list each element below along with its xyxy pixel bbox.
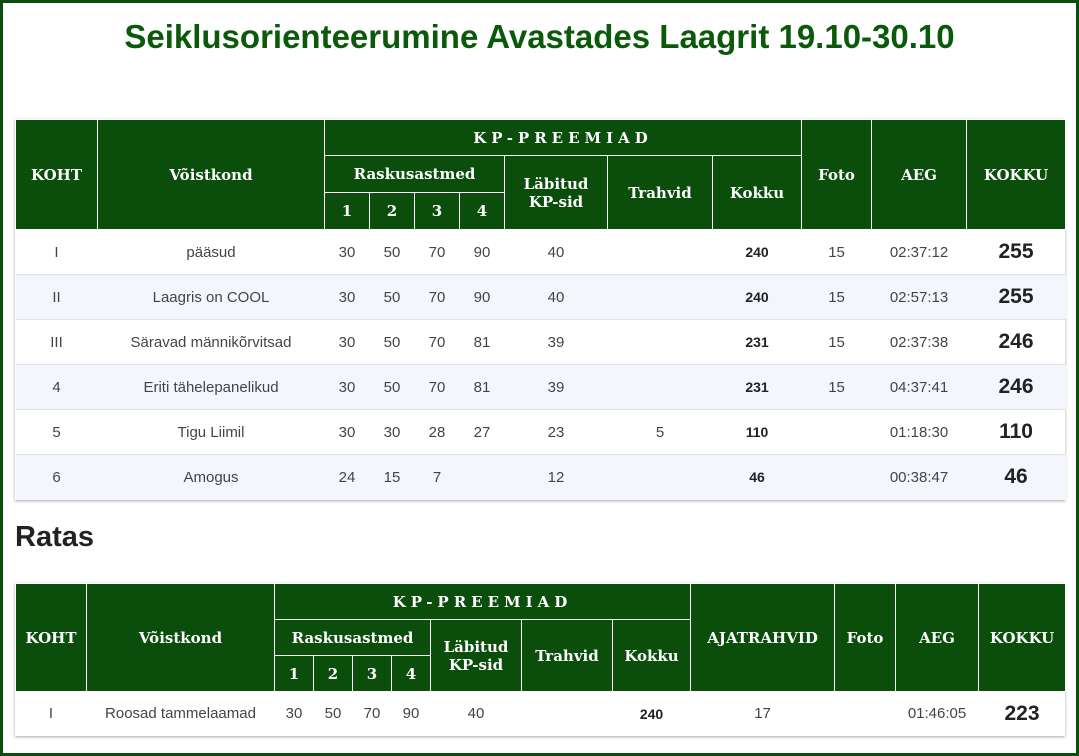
cell-kokku: 246	[967, 365, 1066, 410]
cell-team: Säravad männikõrvitsad	[98, 320, 325, 365]
cell-foto: 15	[802, 275, 872, 320]
cell-r4: 81	[460, 365, 505, 410]
cell-team: Tigu Liimil	[98, 410, 325, 455]
cell-trahvid	[608, 320, 713, 365]
cell-trahvid	[608, 365, 713, 410]
cell-r4: 90	[460, 230, 505, 275]
col-header-kokku-sub: Kokku	[613, 620, 691, 692]
cell-trahvid: 5	[608, 410, 713, 455]
table-row	[16, 410, 1066, 455]
ratas-table	[15, 583, 1065, 736]
cell-labitud: 40	[505, 230, 608, 275]
col-header-raskusastmed: Raskusastmed	[325, 156, 505, 193]
col-header-r4: 4	[392, 656, 431, 692]
col-header-r3: 3	[415, 193, 460, 230]
cell-team: Roosad tammelaamad	[87, 692, 275, 736]
cell-r1: 30	[325, 365, 370, 410]
col-header-r1: 1	[275, 656, 314, 692]
col-header-kp-preemiad: KP-PREEMIAD	[325, 120, 802, 156]
cell-aeg: 01:18:30	[872, 410, 967, 455]
col-header-raskusastmed: Raskusastmed	[275, 620, 431, 656]
cell-r3: 70	[415, 230, 460, 275]
cell-r3: 7	[415, 455, 460, 500]
col-header-trahvid: Trahvid	[608, 156, 713, 230]
cell-koht: III	[16, 320, 98, 365]
cell-r1: 30	[275, 692, 314, 736]
cell-labitud: 40	[505, 275, 608, 320]
cell-r1: 30	[325, 320, 370, 365]
col-header-r2: 2	[370, 193, 415, 230]
cell-r4: 90	[460, 275, 505, 320]
cell-r2: 50	[370, 365, 415, 410]
cell-ajatrahvid: 17	[691, 692, 835, 736]
cell-r3: 70	[415, 275, 460, 320]
cell-aeg: 00:38:47	[872, 455, 967, 500]
cell-foto	[835, 692, 896, 736]
cell-r2: 50	[370, 320, 415, 365]
cell-r4	[460, 455, 505, 500]
cell-r4: 27	[460, 410, 505, 455]
cell-foto	[802, 410, 872, 455]
cell-kokku-sub: 240	[713, 275, 802, 320]
col-header-voistkond: Võistkond	[87, 584, 275, 692]
col-header-foto: Foto	[802, 120, 872, 230]
cell-koht: 5	[16, 410, 98, 455]
cell-r1: 30	[325, 275, 370, 320]
cell-kokku-sub: 46	[713, 455, 802, 500]
cell-labitud: 39	[505, 365, 608, 410]
cell-r2: 30	[370, 410, 415, 455]
table-row	[16, 230, 1066, 275]
results-table	[15, 119, 1065, 500]
cell-labitud: 39	[505, 320, 608, 365]
cell-r3: 28	[415, 410, 460, 455]
cell-r3: 70	[415, 320, 460, 365]
col-header-r3: 3	[353, 656, 392, 692]
table-row	[16, 455, 1066, 500]
cell-trahvid	[608, 230, 713, 275]
col-header-foto: Foto	[835, 584, 896, 692]
cell-foto	[802, 455, 872, 500]
cell-aeg: 02:37:12	[872, 230, 967, 275]
cell-labitud: 12	[505, 455, 608, 500]
cell-kokku: 110	[967, 410, 1066, 455]
cell-foto: 15	[802, 320, 872, 365]
table-row	[16, 275, 1066, 320]
cell-kokku-sub: 110	[713, 410, 802, 455]
cell-trahvid	[522, 692, 613, 736]
cell-koht: II	[16, 275, 98, 320]
cell-koht: I	[16, 692, 87, 736]
cell-aeg: 04:37:41	[872, 365, 967, 410]
cell-kokku-sub: 240	[713, 230, 802, 275]
col-header-r4: 4	[460, 193, 505, 230]
cell-foto: 15	[802, 365, 872, 410]
col-header-kokku-sub: Kokku	[713, 156, 802, 230]
cell-team: Eriti tähelepanelikud	[98, 365, 325, 410]
cell-aeg: 02:37:38	[872, 320, 967, 365]
page-title: Seiklusorienteerumine Avastades Laagrit 19.10-30.10	[124, 18, 955, 55]
cell-kokku: 223	[979, 692, 1066, 736]
col-header-aeg: AEG	[896, 584, 979, 692]
table-row	[16, 692, 1066, 736]
cell-kokku: 246	[967, 320, 1066, 365]
col-header-kokku: KOKKU	[967, 120, 1066, 230]
col-header-labitud: Läbitud KP-sid	[505, 156, 608, 230]
col-header-koht: KOHT	[16, 120, 98, 230]
cell-kokku-sub: 240	[613, 692, 691, 736]
cell-labitud: 40	[431, 692, 522, 736]
cell-trahvid	[608, 455, 713, 500]
table-row	[16, 320, 1066, 365]
cell-aeg: 01:46:05	[896, 692, 979, 736]
cell-kokku: 255	[967, 275, 1066, 320]
col-header-kokku: KOKKU	[979, 584, 1066, 692]
cell-r2: 50	[370, 275, 415, 320]
cell-team: Amogus	[98, 455, 325, 500]
cell-koht: 6	[16, 455, 98, 500]
cell-r4: 81	[460, 320, 505, 365]
cell-r1: 30	[325, 230, 370, 275]
col-header-r2: 2	[314, 656, 353, 692]
cell-foto: 15	[802, 230, 872, 275]
cell-kokku-sub: 231	[713, 320, 802, 365]
col-header-voistkond: Võistkond	[98, 120, 325, 230]
cell-team: pääsud	[98, 230, 325, 275]
cell-koht: I	[16, 230, 98, 275]
table-row	[16, 365, 1066, 410]
cell-r2: 15	[370, 455, 415, 500]
col-header-ajatrahvid: AJATRAHVID	[691, 584, 835, 692]
cell-r3: 70	[415, 365, 460, 410]
cell-trahvid	[608, 275, 713, 320]
cell-koht: 4	[16, 365, 98, 410]
cell-r2: 50	[314, 692, 353, 736]
cell-team: Laagris on COOL	[98, 275, 325, 320]
cell-kokku: 255	[967, 230, 1066, 275]
col-header-kp-preemiad: KP-PREEMIAD	[275, 584, 691, 620]
col-header-koht: KOHT	[16, 584, 87, 692]
col-header-trahvid: Trahvid	[522, 620, 613, 692]
cell-aeg: 02:57:13	[872, 275, 967, 320]
col-header-labitud: Läbitud KP-sid	[431, 620, 522, 692]
cell-r1: 30	[325, 410, 370, 455]
section-heading-ratas: Ratas	[15, 521, 94, 553]
cell-kokku: 46	[967, 455, 1066, 500]
cell-r2: 50	[370, 230, 415, 275]
col-header-aeg: AEG	[872, 120, 967, 230]
cell-r1: 24	[325, 455, 370, 500]
cell-r4: 90	[392, 692, 431, 736]
cell-kokku-sub: 231	[713, 365, 802, 410]
cell-r3: 70	[353, 692, 392, 736]
cell-labitud: 23	[505, 410, 608, 455]
col-header-r1: 1	[325, 193, 370, 230]
